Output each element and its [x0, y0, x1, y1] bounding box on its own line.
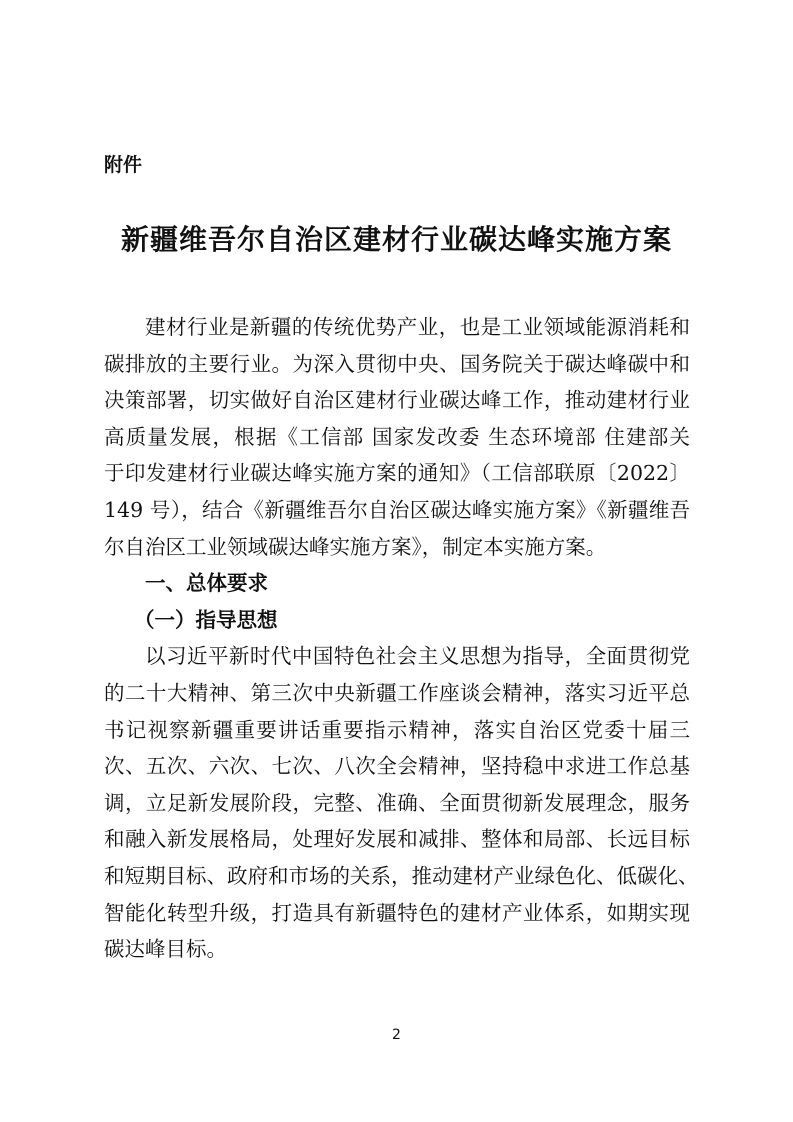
paragraph-line: 和短期目标、政府和市场的关系，推动建材产业绿色化、低碳化、 — [104, 863, 699, 888]
paragraph-line: 决策部署，切实做好自治区建材行业碳达峰工作，推动建材行业 — [104, 388, 690, 413]
paragraph-line: 的二十大精神、第三次中央新疆工作座谈会精神，落实习近平总 — [104, 680, 690, 705]
paragraph-line: 尔自治区工业领域碳达峰实施方案》，制定本实施方案。 — [104, 534, 607, 559]
paragraph-line: 智能化转型升级，打造具有新疆特色的建材产业体系，如期实现 — [104, 900, 690, 925]
document-body — [104, 309, 699, 968]
paragraph-line: 和融入新发展格局，处理好发展和减排、整体和局部、长远目标 — [104, 827, 690, 852]
paragraph-line: 高质量发展，根据《工信部 国家发改委 生态环境部 住建部关 — [104, 424, 690, 449]
paragraph-line: 于印发建材行业碳达峰实施方案的通知》（工信部联原〔2022〕 — [104, 461, 690, 486]
paragraph-line: 以习近平新时代中国特色社会主义思想为指导，全面贯彻党 — [145, 644, 690, 669]
paragraph-line: 149 号），结合《新疆维吾尔自治区碳达峰实施方案》《新疆维吾 — [104, 497, 690, 522]
section-subheading: （一）指导思想 — [134, 607, 278, 632]
paragraph-line: 次、五次、六次、七次、八次全会精神，坚持稳中求进工作总基 — [104, 754, 690, 779]
paragraph-line: 碳排放的主要行业。为深入贯彻中央、国务院关于碳达峰碳中和 — [104, 351, 690, 376]
guiding-ideology-paragraph — [104, 638, 699, 967]
page-number: 2 — [392, 1027, 401, 1043]
section-heading: 一、总体要求 — [145, 571, 268, 596]
paragraph-line: 建材行业是新疆的传统优势产业，也是工业领域能源消耗和 — [145, 315, 690, 339]
paragraph-line: 调，立足新发展阶段，完整、准确、全面贯彻新发展理念，服务 — [104, 790, 690, 815]
document-title: 新疆维吾尔自治区建材行业碳达峰实施方案 — [120, 223, 672, 256]
paragraph-line: 书记视察新疆重要讲话重要指示精神，落实自治区党委十届三 — [104, 717, 690, 742]
attachment-label: 附件 — [104, 154, 143, 176]
intro-paragraph — [104, 309, 690, 565]
paragraph-line: 碳达峰目标。 — [104, 937, 227, 962]
